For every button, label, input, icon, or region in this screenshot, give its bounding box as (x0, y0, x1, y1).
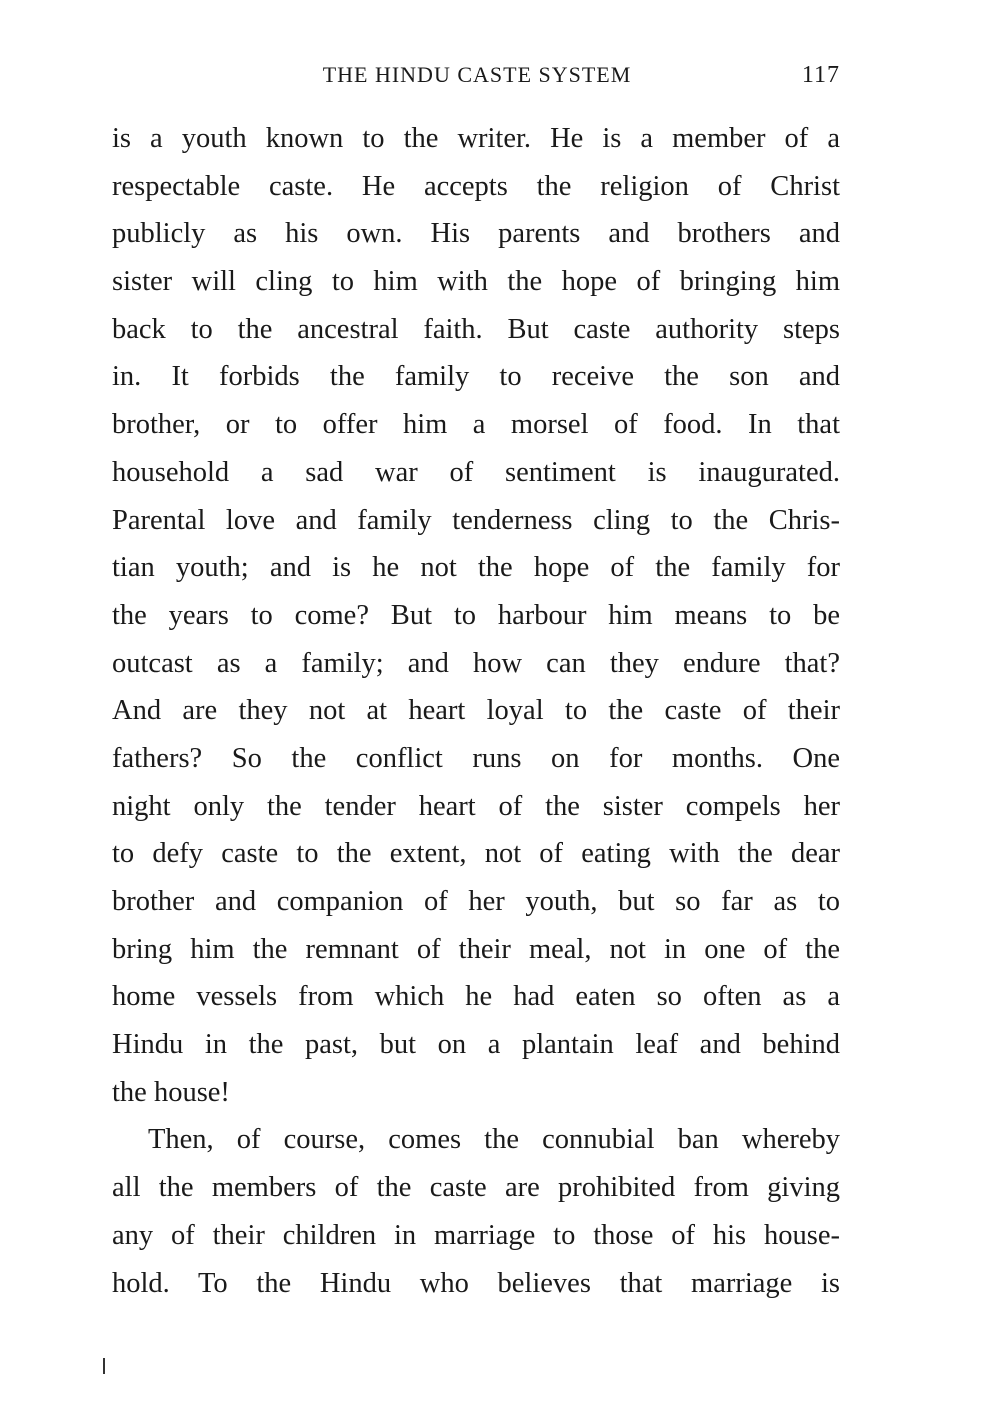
text-line: household a sad war of sentiment is inaugurated. (112, 456, 840, 488)
text-line: tian youth; and is he not the hope of the family for (112, 552, 840, 584)
body-text (112, 115, 840, 1307)
text-line: Parental love and family tenderness cling to the Chris- (112, 504, 840, 536)
text-line: sister will cling to him with the hope of bringing him (112, 266, 840, 298)
text-line: fathers? So the conflict runs on for months. One (112, 742, 840, 774)
text-line: all the members of the caste are prohibited from giving (112, 1172, 840, 1204)
running-title: THE HINDU CASTE SYSTEM (322, 62, 632, 87)
text-line: brother, or to offer him a morsel of food. In that (112, 409, 840, 441)
page-number: 117 (801, 62, 840, 88)
text-line: hold. To the Hindu who believes that marriage is (112, 1267, 840, 1299)
running-head (114, 58, 840, 92)
text-line: Then, of course, comes the connubial ban whereby (148, 1124, 840, 1156)
text-line: in. It forbids the family to receive the son and (112, 361, 840, 393)
text-line: night only the tender heart of the sister compels her (112, 790, 840, 822)
text-line: is a youth known to the writer. He is a member of a (112, 123, 840, 154)
text-line: bring him the remnant of their meal, not in one of the (112, 933, 840, 965)
text-line: brother and companion of her youth, but so far as to (112, 886, 840, 917)
text-line: the years to come? But to harbour him means to be (112, 599, 840, 631)
text-line: home vessels from which he had eaten so often as a (112, 981, 840, 1013)
text-line: any of their children in marriage to those of his house- (112, 1219, 840, 1251)
text-line: to defy caste to the extent, not of eating with the dear (112, 838, 840, 870)
text-line: publicly as his own. His parents and brothers and (112, 218, 840, 250)
text-line: And are they not at heart loyal to the caste of their (112, 695, 840, 727)
text-line: outcast as a family; and how can they endure that? (112, 647, 840, 679)
text-line: Hindu in the past, but on a plantain leaf and behind (112, 1029, 840, 1061)
text-line: the house! (112, 1076, 230, 1108)
margin-mark (103, 1358, 105, 1374)
text-line: respectable caste. He accepts the religion of Christ (112, 170, 840, 202)
text-line: back to the ancestral faith. But caste authority steps (112, 313, 840, 345)
